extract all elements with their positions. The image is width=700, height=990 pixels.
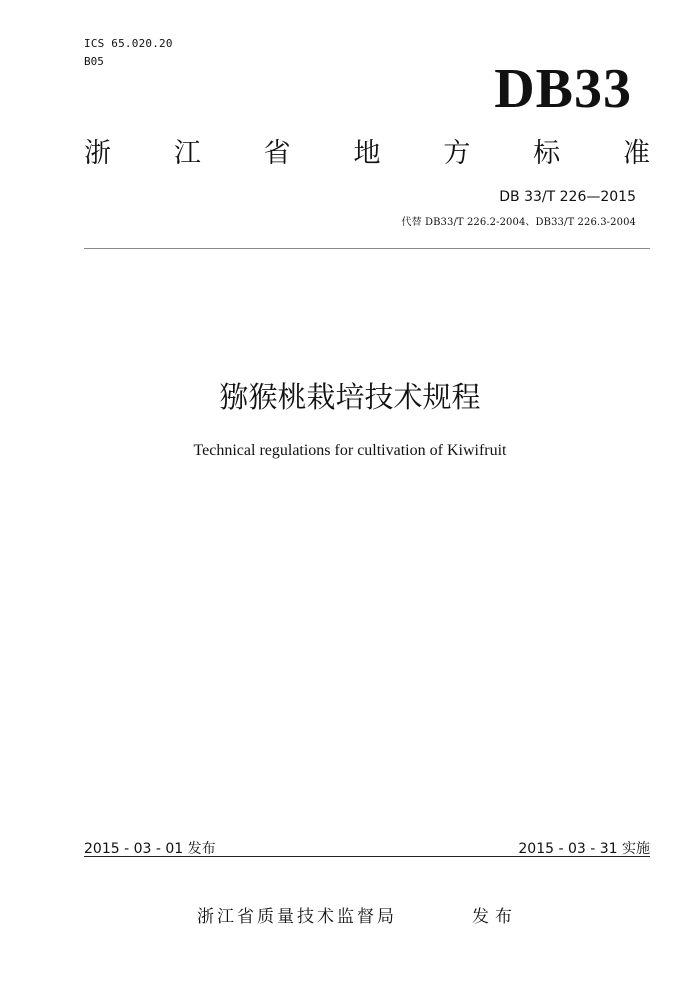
ics-code: ICS 65.020.20 (84, 37, 173, 50)
publisher-name: 浙江省质量技术监督局 (197, 907, 397, 927)
standard-number: DB 33/T 226—2015 (499, 189, 636, 205)
publish-label: 发布 (472, 907, 518, 927)
document-title: 猕猴桃栽培技术规程 (219, 380, 481, 414)
standard-type-title (84, 136, 650, 172)
implementation-date: 2015 - 03 - 31 实施 (518, 841, 650, 857)
standard-type-char: 准 (622, 138, 650, 169)
issue-date: 2015 - 03 - 01 发布 (84, 841, 216, 857)
bottom-divider (84, 856, 650, 857)
standard-type-char: 省 (263, 138, 291, 169)
standard-type-char: 浙 (84, 138, 111, 169)
document-title-english: Technical regulations for cultivation of Kiwifruit (193, 442, 507, 459)
standard-logo: DB33 (494, 58, 632, 120)
top-divider (84, 248, 650, 249)
standard-type-char: 地 (353, 138, 381, 169)
standard-type-char: 方 (443, 138, 471, 169)
replaces-note: 代替 DB33/T 226.2-2004、DB33/T 226.3-2004 (401, 217, 636, 228)
standard-type-char: 标 (533, 138, 561, 169)
ccs-code: B05 (84, 55, 104, 68)
standard-type-char: 江 (173, 138, 201, 169)
